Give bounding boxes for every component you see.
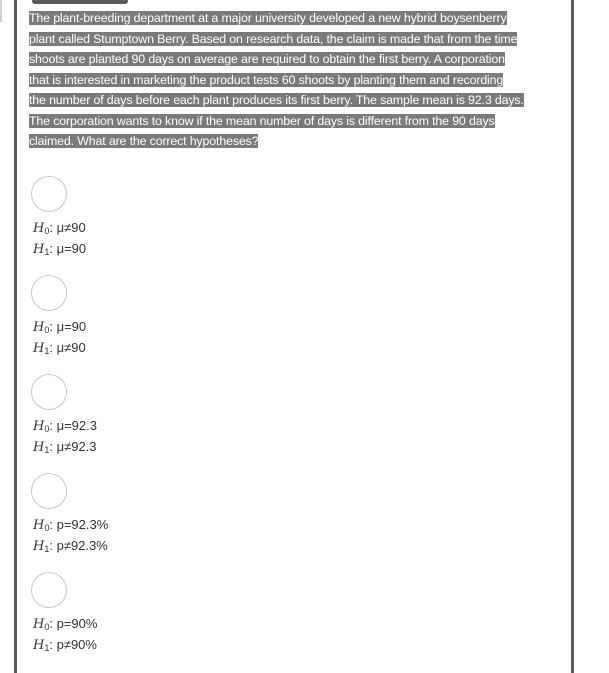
- alternative-hypothesis: [33, 438, 97, 459]
- hypothesis-symbol: H: [33, 617, 45, 632]
- question-line: claimed. What are the correct hypotheses?: [29, 134, 259, 148]
- question-line: The plant-breeding department at a major university developed a new hybrid boysenberry: [29, 11, 507, 25]
- window-edge: [0, 0, 2, 22]
- hypothesis-subscript: 0: [44, 523, 50, 533]
- answer-option-2[interactable]: [29, 275, 229, 365]
- hypothesis-statement: : μ≠90: [49, 220, 86, 235]
- hypothesis-subscript: 0: [44, 424, 50, 434]
- hypothesis-statement: : p=90%: [49, 616, 98, 631]
- hypothesis-symbol: H: [33, 539, 45, 554]
- hypothesis-symbol: H: [33, 440, 45, 455]
- hypothesis-statement: : μ≠92.3: [49, 439, 97, 454]
- hypothesis-subscript: 1: [44, 346, 50, 356]
- hypothesis-statement: : p≠90%: [49, 637, 97, 652]
- question-line: that is interested in marketing the product tests 60 shoots by planting them and recording: [29, 72, 504, 87]
- hypothesis-subscript: 1: [44, 544, 50, 554]
- hypothesis-symbol: H: [33, 221, 45, 236]
- hypothesis-symbol: H: [33, 419, 45, 434]
- answer-option-1[interactable]: [29, 176, 229, 266]
- hypothesis-symbol: H: [33, 341, 45, 356]
- null-hypothesis: [33, 516, 108, 537]
- panel-top-tab: [32, 0, 128, 4]
- radio-button[interactable]: [31, 275, 67, 311]
- hypothesis-subscript: 1: [44, 643, 50, 653]
- alternative-hypothesis: [33, 636, 97, 657]
- hypothesis-subscript: 1: [44, 445, 50, 455]
- hypothesis-statement: : μ≠90: [49, 340, 86, 355]
- question-text: [29, 8, 559, 152]
- null-hypothesis: [33, 417, 97, 438]
- answer-option-4[interactable]: [29, 473, 229, 563]
- question-line: plant called Stumptown Berry. Based on research data, the claim is made that from the time: [29, 31, 518, 46]
- hypothesis-statement: : p≠92.3%: [49, 538, 108, 553]
- alternative-hypothesis: [33, 240, 86, 261]
- panel-border-right: [571, 0, 574, 673]
- question-line: The corporation wants to know if the mean number of days is different from the 90 days: [29, 113, 495, 128]
- answer-option-3[interactable]: [29, 374, 229, 464]
- radio-button[interactable]: [31, 473, 67, 509]
- hypothesis-symbol: H: [33, 518, 45, 533]
- hypothesis-symbol: H: [33, 320, 45, 335]
- hypothesis-statement: : μ=92.3: [49, 418, 97, 433]
- question-line: shoots are planted 90 days on average are required to obtain the first berry. A corporation: [29, 52, 505, 66]
- answer-option-5[interactable]: [29, 572, 229, 662]
- hypothesis-statement: : μ=90: [49, 319, 87, 334]
- hypothesis-statement: : μ=90: [49, 241, 87, 256]
- hypothesis-symbol: H: [33, 242, 45, 257]
- hypothesis-statement: : p=92.3%: [49, 517, 109, 532]
- hypothesis-subscript: 1: [44, 247, 50, 257]
- question-line: the number of days before each plant produces its first berry. The sample mean is 92.3 days.: [29, 93, 524, 107]
- null-hypothesis: [33, 318, 86, 339]
- panel-border-left: [14, 0, 17, 673]
- hypothesis-subscript: 0: [44, 325, 50, 335]
- radio-button[interactable]: [31, 572, 67, 608]
- alternative-hypothesis: [33, 537, 108, 558]
- hypothesis-subscript: 0: [44, 226, 50, 236]
- radio-button[interactable]: [31, 374, 67, 410]
- hypothesis-symbol: H: [33, 638, 45, 653]
- hypothesis-subscript: 0: [44, 622, 50, 632]
- null-hypothesis: [33, 615, 97, 636]
- alternative-hypothesis: [33, 339, 86, 360]
- null-hypothesis: [33, 219, 86, 240]
- radio-button[interactable]: [31, 176, 67, 212]
